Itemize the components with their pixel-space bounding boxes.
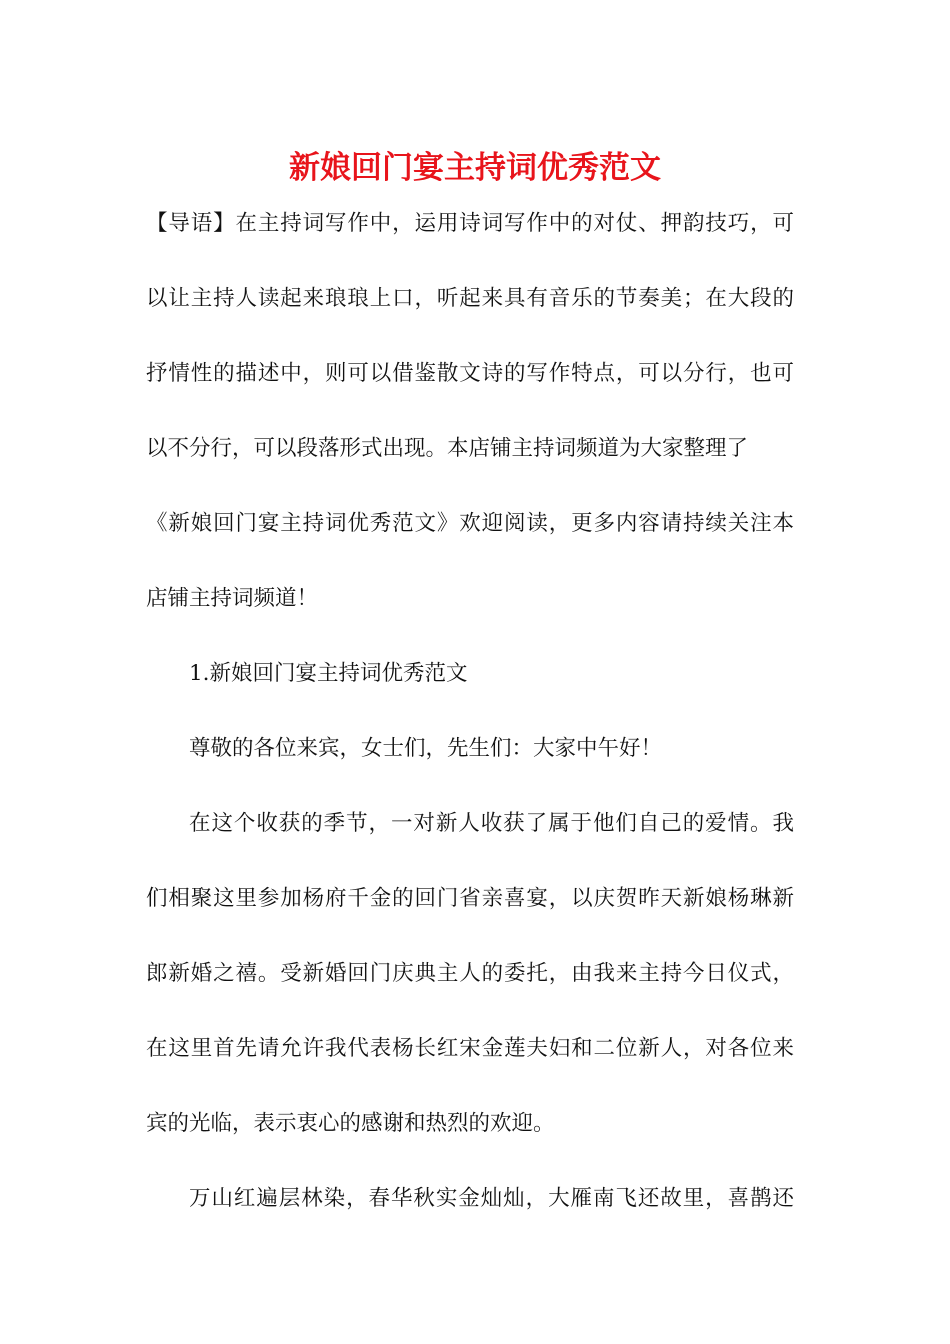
paragraph-line: 们相聚这里参加杨府千金的回门省亲喜宴，以庆贺昨天新娘杨琳新 <box>146 886 794 911</box>
intro-line: 以不分行，可以段落形式出现。本店铺主持词频道为大家整理了 <box>146 436 749 461</box>
paragraph-line: 在这里首先请允许我代表杨长红宋金莲夫妇和二位新人，对各位来 <box>146 1036 794 1061</box>
paragraph-line: 宾的光临，表示衷心的感谢和热烈的欢迎。 <box>146 1111 555 1136</box>
document-body <box>146 205 794 1217</box>
paragraph-line: 郎新婚之禧。受新婚回门庆典主人的委托，由我来主持今日仪式， <box>146 961 794 986</box>
intro-line: 店铺主持词频道！ <box>146 586 319 611</box>
intro-line: 《新娘回门宴主持词优秀范文》欢迎阅读，更多内容请持续关注本 <box>146 511 794 536</box>
section-heading: 1.新娘回门宴主持词优秀范文 <box>189 661 468 686</box>
document-title: 新娘回门宴主持词优秀范文 <box>289 150 661 186</box>
intro-line: 以让主持人读起来琅琅上口，听起来具有音乐的节奏美；在大段的 <box>146 286 794 311</box>
greeting-line: 尊敬的各位来宾，女士们，先生们：大家中午好！ <box>189 736 663 761</box>
paragraph-line: 万山红遍层林染，春华秋实金灿灿，大雁南飞还故里，喜鹊还 <box>189 1186 794 1211</box>
intro-line: 抒情性的描述中，则可以借鉴散文诗的写作特点，可以分行，也可 <box>146 361 794 386</box>
intro-line: 【导语】在主持词写作中，运用诗词写作中的对仗、押韵技巧，可 <box>146 211 794 236</box>
paragraph-line: 在这个收获的季节，一对新人收获了属于他们自己的爱情。我 <box>189 811 794 836</box>
